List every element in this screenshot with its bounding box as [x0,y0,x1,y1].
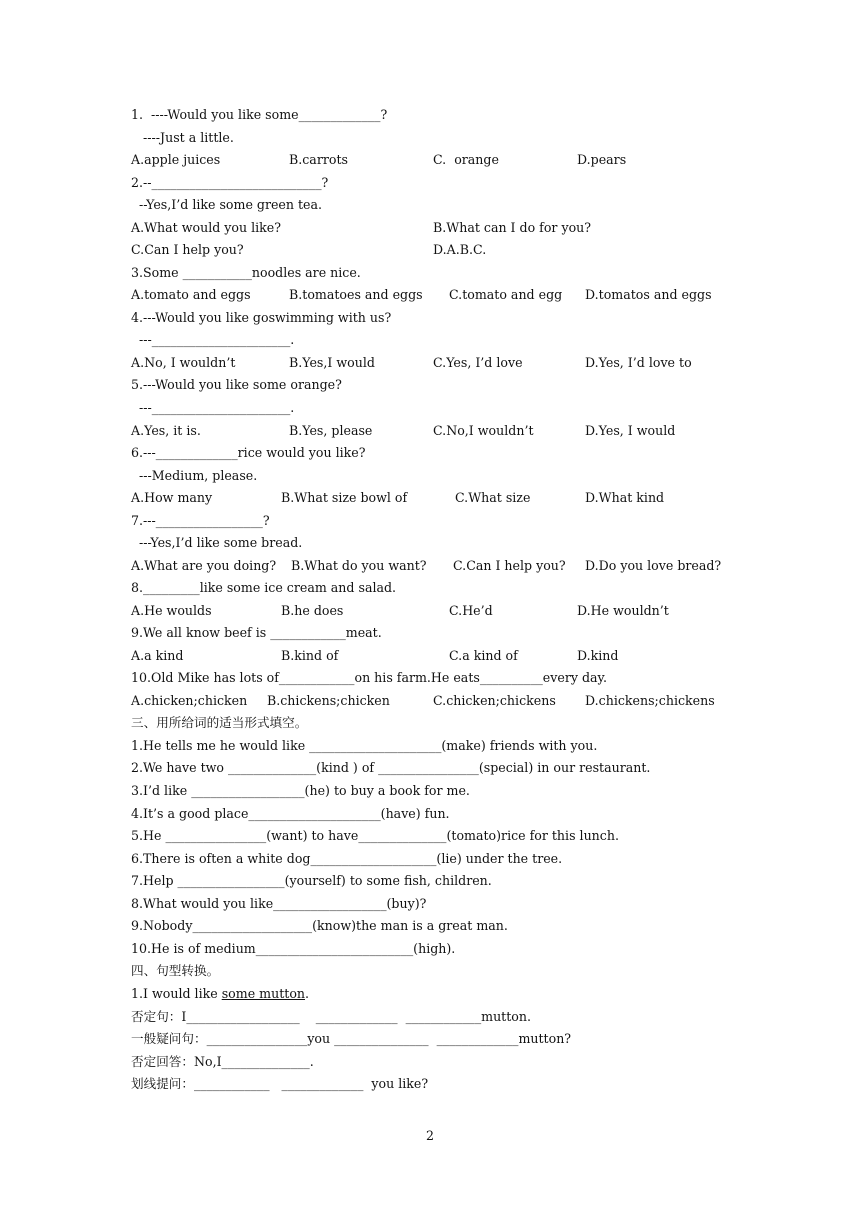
option-c: C.Yes, I’d love [433,355,523,370]
option-b: B.he does [281,603,344,618]
sentence-prefix: 1.I would like [131,986,222,1001]
option-a: A.No, I wouldn’t [131,355,236,370]
question-3-options [131,284,712,306]
option-d: D.chickens;chickens [585,693,715,708]
question-2-options-ab [131,217,592,239]
fill-in-item: 1.He tells me he would like _____________________(make) friends with you. [131,738,598,753]
option-b: B.chickens;chicken [267,693,390,708]
option-b: B.Yes,I would [289,355,375,370]
question-7-options [131,555,722,577]
fill-in-item: 10.He is of medium_________________________(high). [131,941,456,956]
option-c: C.Can I help you? [131,242,244,257]
question-1-response: ----Just a little. [131,130,234,145]
option-c: C.chicken;chickens [433,693,556,708]
fill-in-item: 2.We have two ______________(kind ) of ________________(special) in our restaurant. [131,760,651,775]
option-d: D.pears [577,152,627,167]
question-1: 1. ----Would you like some_____________? [131,107,388,122]
question-5-response: ---______________________. [131,400,295,415]
fill-in-item: 3.I’d like __________________(he) to buy a book for me. [131,783,470,798]
option-a: A.How many [131,490,213,505]
option-c: C.No,I wouldn’t [433,423,534,438]
fill-in-item: 5.He ________________(want) to have______________(tomato)rice for this lunch. [131,828,619,843]
option-b: B.Yes, please [289,423,373,438]
question-4: 4.---Would you like goswimming with us? [131,310,392,325]
option-d: D.What kind [585,490,665,505]
option-d: D.Yes, I’d love to [585,355,692,370]
question-8: 8._________like some ice cream and salad. [131,580,397,595]
option-b: B.carrots [289,152,348,167]
question-2: 2.--___________________________? [131,175,329,190]
option-b: B.kind of [281,648,339,663]
transform-sentence [131,983,309,1005]
option-a: A.He woulds [131,603,212,618]
option-d: D.Yes, I would [585,423,676,438]
question-8-options [131,600,669,622]
negative-sentence: 否定句：I__________________ _____________ ____________mutton. [131,1009,532,1024]
sentence-suffix: . [305,986,310,1001]
fill-in-item: 4.It’s a good place_____________________(have) fun. [131,806,450,821]
option-d: D.tomatos and eggs [585,287,712,302]
option-c: C.a kind of [449,648,518,663]
option-c: C.tomato and egg [449,287,563,302]
fill-in-item: 7.Help _________________(yourself) to some fish, children. [131,873,492,888]
option-a: A.a kind [131,648,184,663]
question-6-response: ---Medium, please. [131,468,258,483]
option-d: D.He wouldn’t [577,603,669,618]
question-3: 3.Some ___________noodles are nice. [131,265,361,280]
question-5-options [131,420,676,442]
question-5: 5.---Would you like some orange? [131,377,342,392]
option-b: B.tomatoes and eggs [289,287,423,302]
negative-answer: 否定回答：No,I______________. [131,1054,314,1069]
wh-question: 划线提问：____________ _____________ you like? [131,1076,429,1091]
option-a: A.tomato and eggs [131,287,251,302]
option-d: D.kind [577,648,619,663]
page-number: 2 [425,1128,434,1143]
option-c: C.He’d [449,603,493,618]
option-b: B.What can I do for you? [433,220,592,235]
question-9-options [131,645,619,667]
section-4-heading: 四、句型转换。 [131,963,220,978]
option-d: D.Do you love bread? [585,558,722,573]
section-3-heading: 三、用所给词的适当形式填空。 [131,715,308,730]
option-c: C.What size [455,490,531,505]
question-6: 6.---_____________rice would you like? [131,445,366,460]
question-4-response: ---______________________. [131,332,295,347]
option-a: A.chicken;chicken [131,693,248,708]
question-1-options [131,149,627,171]
option-d: D.A.B.C. [433,242,487,257]
option-a: A.What are you doing? [131,558,277,573]
option-c: C. orange [433,152,499,167]
underlined-phrase: some mutton [221,986,306,1001]
fill-in-item: 6.There is often a white dog____________________(lie) under the tree. [131,851,563,866]
question-2-options-cd [131,239,487,261]
question-7-response: ---Yes,I’d like some bread. [131,535,303,550]
question-10: 10.Old Mike has lots of____________on his farm.He eats__________every day. [131,670,607,685]
general-question: 一般疑问句：________________you _______________ _____________mutton? [131,1031,572,1046]
option-c: C.Can I help you? [453,558,566,573]
question-10-options [131,690,715,712]
option-b: B.What size bowl of [281,490,408,505]
option-a: A.What would you like? [131,220,281,235]
fill-in-item: 8.What would you like__________________(buy)? [131,896,427,911]
option-a: A.apple juices [131,152,221,167]
question-6-options [131,487,665,509]
question-2-response: --Yes,I’d like some green tea. [131,197,323,212]
question-7: 7.---_________________? [131,513,270,528]
question-9: 9.We all know beef is ____________meat. [131,625,382,640]
option-a: A.Yes, it is. [131,423,201,438]
option-b: B.What do you want? [291,558,427,573]
fill-in-item: 9.Nobody___________________(know)the man is a great man. [131,918,508,933]
question-4-options [131,352,692,374]
